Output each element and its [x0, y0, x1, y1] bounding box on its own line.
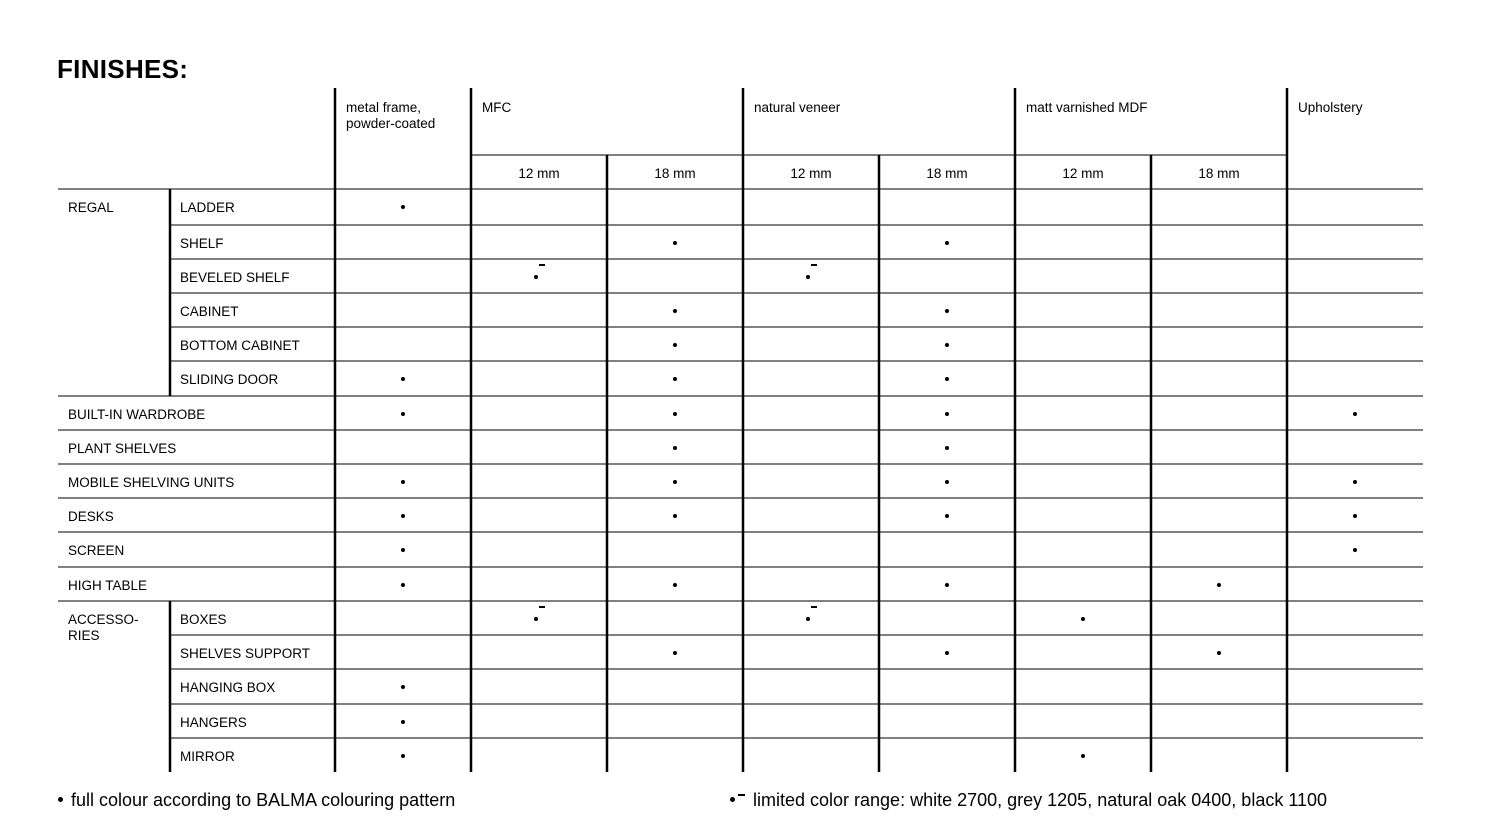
- header-mfc: MFC: [482, 100, 512, 115]
- header-matt-mdf: matt varnished MDF: [1026, 100, 1148, 115]
- full-colour-mark: [1015, 748, 1151, 762]
- limited-colour-mark: [743, 611, 879, 625]
- full-colour-mark: [879, 577, 1015, 591]
- full-colour-mark: [607, 645, 743, 659]
- limited-colour-mark: [471, 269, 607, 283]
- full-colour-mark: [335, 406, 471, 420]
- full-colour-mark: [607, 406, 743, 420]
- legend-limited-text: limited color range: white 2700, grey 1205, natural oak 0400, black 1100: [753, 790, 1328, 810]
- full-colour-mark: [1287, 474, 1423, 488]
- row-label: BOTTOM CABINET: [180, 338, 300, 353]
- thickness-mdf-18: 18 mm: [1198, 166, 1240, 181]
- full-colour-mark: [607, 303, 743, 317]
- full-colour-mark: [335, 474, 471, 488]
- full-colour-mark: [607, 337, 743, 351]
- full-colour-mark: [335, 508, 471, 522]
- row-label: PLANT SHELVES: [68, 441, 177, 456]
- header-natural-veneer: natural veneer: [754, 100, 841, 115]
- full-colour-mark: [607, 508, 743, 522]
- header-upholstery: Upholstery: [1298, 100, 1363, 115]
- full-colour-mark: [1151, 577, 1287, 591]
- page-title: FINISHES:: [57, 54, 189, 84]
- group-label-accessories: ACCESSO- RIES: [68, 612, 139, 643]
- full-colour-mark: [607, 235, 743, 249]
- full-colour-mark: [607, 371, 743, 385]
- legend-full-colour: [58, 789, 455, 811]
- full-colour-mark: [879, 440, 1015, 454]
- row-label: MOBILE SHELVING UNITS: [68, 475, 235, 490]
- full-colour-mark: [335, 542, 471, 556]
- row-label: SCREEN: [68, 543, 125, 558]
- row-label: HANGING BOX: [180, 680, 276, 695]
- bullet-icon: [58, 797, 63, 802]
- legend-full-text: full colour according to BALMA colouring pattern: [71, 790, 456, 810]
- full-colour-mark: [879, 406, 1015, 420]
- row-label: SHELVES SUPPORT: [180, 646, 311, 661]
- row-label: SLIDING DOOR: [180, 372, 279, 387]
- row-label: SHELF: [180, 236, 224, 251]
- legend-limited-colour: [730, 789, 1327, 811]
- full-colour-mark: [607, 440, 743, 454]
- full-colour-mark: [1287, 542, 1423, 556]
- full-colour-mark: [879, 371, 1015, 385]
- row-label: LADDER: [180, 200, 235, 215]
- full-colour-mark: [335, 714, 471, 728]
- thickness-veneer-18: 18 mm: [926, 166, 968, 181]
- row-label: BEVELED SHELF: [180, 270, 290, 285]
- row-label: CABINET: [180, 304, 239, 319]
- row-label: DESKS: [68, 509, 114, 524]
- full-colour-mark: [1151, 645, 1287, 659]
- thickness-mfc-12: 12 mm: [518, 166, 560, 181]
- full-colour-mark: [879, 474, 1015, 488]
- thickness-veneer-12: 12 mm: [790, 166, 832, 181]
- full-colour-mark: [1287, 508, 1423, 522]
- bullet-dash-icon: [730, 797, 735, 802]
- full-colour-mark: [335, 679, 471, 693]
- thickness-mfc-18: 18 mm: [654, 166, 696, 181]
- full-colour-mark: [607, 577, 743, 591]
- thickness-mdf-12: 12 mm: [1062, 166, 1104, 181]
- full-colour-mark: [879, 235, 1015, 249]
- limited-colour-mark: [471, 611, 607, 625]
- row-label: HANGERS: [180, 715, 247, 730]
- full-colour-mark: [1287, 406, 1423, 420]
- full-colour-mark: [335, 371, 471, 385]
- row-label: MIRROR: [180, 749, 235, 764]
- row-label: BUILT-IN WARDROBE: [68, 407, 206, 422]
- full-colour-mark: [335, 748, 471, 762]
- full-colour-mark: [879, 303, 1015, 317]
- limited-colour-mark: [743, 269, 879, 283]
- full-colour-mark: [879, 645, 1015, 659]
- group-label-regal: REGAL: [68, 200, 114, 215]
- full-colour-mark: [1015, 611, 1151, 625]
- row-label: HIGH TABLE: [68, 578, 148, 593]
- header-metal-frame: metal frame, powder-coated: [346, 100, 436, 131]
- dash-icon: [738, 794, 745, 796]
- full-colour-mark: [607, 474, 743, 488]
- full-colour-mark: [879, 508, 1015, 522]
- row-label: BOXES: [180, 612, 227, 627]
- full-colour-mark: [335, 577, 471, 591]
- full-colour-mark: [335, 199, 471, 213]
- full-colour-mark: [879, 337, 1015, 351]
